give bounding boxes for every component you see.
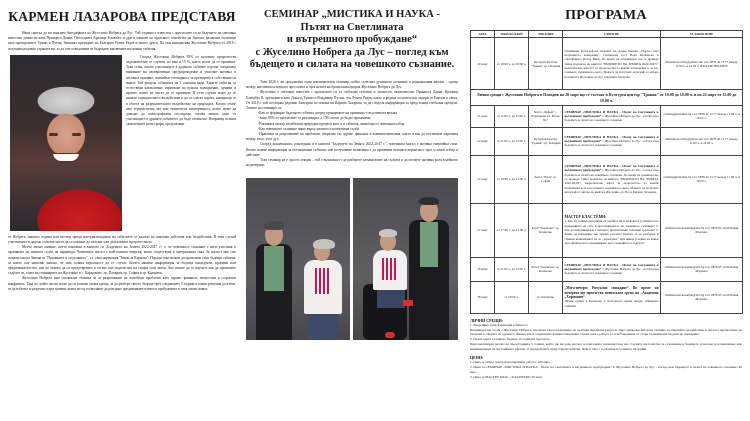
- seminar-topic: -Защо 85% от прогнозите се реализират, а 15% могат да бъдат променени: [258, 116, 371, 121]
- left-bottom-paragraph: Жуселино Нобрега има специална техника за за разрешаване на житейски проблеми като здраве, финанси, личностни и социални конфликти. Така че, който желае може да си запише лична среща, за да разбере своето бъдеще през следващите 5 години и какви решения да вземе, за да избегне и разреши стари травми, които не му позволяват да разгърне предизвикателствата в пробудените в своя личен живот.: [8, 276, 236, 291]
- cell-date: 27 март: [471, 203, 495, 257]
- event-title: МАСТЕР КЛАС ТЕМИ:: [564, 215, 607, 220]
- seminar-paragraph: Този семинар не е просто лекция – той е възможност да разберете механизмите на съдбата и да поемете активна роля в нейното моделиране.: [246, 158, 458, 168]
- portrait-eye: [72, 133, 81, 136]
- cell-location: Хотел "Казанлък" гр. Казанлък: [529, 257, 563, 281]
- cell-date: 22 март: [471, 127, 495, 155]
- seminar-topic: -Как човешкото съзнание пише върху личната и колективна съдба: [258, 126, 360, 131]
- photo-couple-seated: [353, 178, 458, 340]
- left-side-paragraph: Според Жуселино Нобрега 85% от неговите пророчества задължително се случват, но има и 15 %, които могат да се променят. Това става, когато участниците в даденото събитие отделят специално внимание на своевременно предупреждение и участват активно в неговата промяна, поемайки отговорност за промените в собствения си живот. Той разделя събитията на 2 основни вида. Едните събития са естествени катаклизми: изригване на вулкан, наводнение, цунами и прочие, които не могат да се променят. В тези случаи може да се намали отрицателното въздействие и да се спасят хората, намиращи се в обсега на разрушителното въздействие на природата. Когато обаче има терористичен акт или техническа неизправност, които може да доведат до катастрофални последици, тогава зависи само от участниците в драмата събитието да бъде отменено. Например всички самолетните катастрофи, предсказани: [126, 54, 236, 127]
- left-intro-paragraph: Няма смисъл да ви описвам биографията на Жуселино Нобрега да Лус. Той отдавна е известен с прогнозите си за бъдещето на световно известни личности като Принцеса Даяна, Последната Кралица Елизабет и други членове на кралското семейство на Англия, различни политици като президентите Тръмп и Путин, бившият президент на България Румен Радев и много други. По моя инициатива Жуселино Нобрега от 2018 г посещава редовно страната ни, за да сме осведомени за бъдещите изключително важни събития.: [8, 31, 236, 51]
- price-item: 1. Цена за лична среща или енергийна работа: 100 евро: [470, 360, 550, 365]
- seminar-description: [246, 80, 458, 168]
- table-row: [471, 203, 743, 257]
- cell-date: 21 март: [471, 105, 495, 127]
- col-header-event: СЪБИТИЕ: [563, 31, 661, 38]
- table-row: [471, 155, 743, 203]
- cell-location: Хотел „Орфей“ с. Караджово ул. Втора №7: [529, 105, 563, 127]
- event-text: с Жуселино Нобрега да Лус - поглед към бъдещето и силата на човешкото съзнание. По време на семинара ще се проведе тайна подписка на книгата "БЪДЕЩЕТО НА ЗЕМЯТА 2022-2047г", включително карта за пророчества за важни катаклизми и за по-големите държави на света. Можете да получите автограф от автора на книгата Жуселино да Лус и Кармен Лазарова.: [564, 168, 659, 194]
- program-title: ПРОГРАМА: [565, 8, 647, 23]
- event-title: „Мега-вечеря: Ритуално свиждане“ По време на вечерята ще присъства певческата група на „Академия „Хармония“.: [564, 286, 659, 300]
- cell-contact: carmen@globalnet.bg тел: 0878 42 13 77 между 11.00 ч. и 16.00 ч.: [661, 155, 743, 203]
- meetings-item: 1. Енергийна трансформация в бизнеса:: [470, 322, 528, 327]
- cell-date: 24 март: [471, 155, 495, 203]
- figure-woman-seated: [363, 228, 419, 340]
- cell-time: от 11:00 ч. до 15:00 ч.: [495, 105, 529, 127]
- event-title: СЕМИНАР „МИСТИКА И НАУКА - Пътят на Светлината и вътрешното пробуждане“: [564, 134, 659, 144]
- price-item: 2. Цена за СЕМИНАР „МИСТИКА И НАУКА - Пътят на Светлината и вътрешното пробуждане“ С Жуселино Нобрега да Лус – поглед към бъдещето и силата на човешкото съзнание: 40 евро: [470, 365, 742, 375]
- meetings-item: Персонализиран анализ на предстоящите 5 години, който ще ви даде насока за ключовите решения пред вас. Сесията ще помогне за осъзнаване в бъдещето и насоки за разрешаване или минимизиране на негативните ефекти от определените предстоящи събития. Освен това с тълкуване на ранните ситуации.: [470, 341, 742, 351]
- cell-contact: zhuslani.plovdiv@gmail.com тел: 0878 42 13 77 между 11.00 ч. и 16.00 ч.: [661, 127, 743, 155]
- portrait-eye: [49, 133, 58, 136]
- middle-column: [246, 0, 458, 340]
- cell-event: [563, 257, 661, 281]
- portrait-smile: [52, 153, 80, 162]
- left-bottom-paragraph: от Нобрега, няколко години или месеци преди материализацията на събитието се дължат на човешки действия или бездействия. В този случай участниците в дадено събитие могат да се откажат да пътуват или да изпълнят пророчеството.: [8, 234, 236, 245]
- portrait-photo: [10, 55, 122, 231]
- cell-contact: clubhorizont.kazanlak@abv.bg тел: 0878 95 14 66 Юлия Мърчева: [661, 281, 743, 313]
- seminar-title: [246, 9, 458, 72]
- table-notice-row: [471, 90, 743, 105]
- info-lists: [470, 318, 742, 380]
- cell-time: от 11:00 ч. до 15:00 ч.: [495, 127, 529, 155]
- cell-event: [563, 203, 661, 257]
- seminar-title-line: бъдещето и силата на човешкото съзнание.: [249, 59, 455, 71]
- event-text: 1. Как да развием интуиция си дарбите ни и изпреки в успешната на превенцията на себе и прогнозирането на човешкото съзнание? 2. Как да комуникираме с висшето предсказание съзнание и ангели? 3. Какво да направим, ако чуваме гласове? Кратко, за да разберем и сменим концепцията си за „зараждане“ при някои условия на извън тяло физическото преживяване чрез съзнанието в съдбата?: [564, 219, 659, 245]
- cell-event: [563, 155, 661, 203]
- seminar-title-line: СЕМИНАР „МИСТИКА И НАУКА -: [264, 9, 440, 20]
- seminar-topic: -Практики за разрешаване на проблеми, свързани със здраве, финанси и взаимоотношения, както и как да постигнем хармония между тяло, ум и дух.: [246, 132, 458, 142]
- seminar-topic: -Разликата между неизбежни природни процеси като и и събития, зависещи от човешкия избор: [258, 121, 405, 126]
- seminar-paragraph: Жуселино е световно известен с прогнозите си за глобални събития и личности, включително Принцеса Даяна, Кралица Елизабет II, президенти като Доналд Тръмп и Владимир Путин, ген. Румен Радев, както и редица политически лидери от Европа и света. От 2018 г. той посещава редовно България по покана на Кармен Лазарова, за да споделя информация за предстоящи глобални процеси. Темите на семинара са:: [246, 90, 458, 110]
- meetings-item: 2. Пътна карта за вашето бъдеще 15-годишна прогноза:: [470, 337, 550, 342]
- table-header-row: [471, 31, 743, 38]
- cell-location: Културен Център "Тракия" гр. Пловдив: [529, 38, 563, 90]
- price-item: 3. Цена за МАСТЕР КЛАС - КАЗАНЛЪК: 50 евро: [470, 374, 543, 379]
- seminar-topics-list: [246, 111, 458, 142]
- cell-time: от 17:00 ч. до 21:00 ч.: [495, 203, 529, 257]
- personal-meetings-notice: Лични срещи с Жуселино Нобрега в Пловдив на 20 март ще се състоят в Културен център "Тракия" от 10.00 до 18.00 ч. и на 22 март от 15.00 до 18.00 ч.: [471, 90, 743, 105]
- cell-date: 28 март: [471, 257, 495, 281]
- left-bottom: [8, 235, 236, 292]
- seminar-photos: [246, 178, 458, 340]
- meetings-item: Индивидуална сесия с Жуселино Нобрега, насочена към разрешаване на дълбоки житейски въпроси. Чрез уникална авторска техника за енергийно въздействие и чистота пречистване на блокажи в сферата на здравето, финансите и социалните взаимоотношения. Освен това е работа за освобождаване от стари травматични модели на поведение.: [470, 327, 742, 337]
- seminar-title-line: с Жуселино Нобрега да Лус – поглед към: [255, 46, 449, 58]
- cell-location: Хотел "Рила" гр. София: [529, 155, 563, 203]
- event-text: с Жуселино Нобрега да Лус - поглед към бъдещето и силата на човешкото съзнание.: [564, 139, 659, 148]
- cell-contact: zhuslani.plovdiv@gmail.com тел: 0878 42 13 77 между 11.00 ч. и 16.00 ч. ВХОД БЕЗПЛАТЕН: [661, 38, 743, 90]
- figure-woman: [300, 238, 346, 340]
- cell-location: гр. Казанлък: [529, 281, 563, 313]
- cell-time: от 11:00 ч. до 15:00 ч.: [495, 257, 529, 281]
- cell-event: [563, 127, 661, 155]
- seminar-title-line: Пътят на Светлината: [300, 21, 404, 33]
- prices-heading: ЦЕНИ:: [470, 355, 484, 361]
- seminar-paragraph: Тази 2026 г. ви предлагаме един изключителен семинар, който съчетава духовното познание и рационалния анализ – среща между мистиката и науката чрез опита и прогнозите на бразилския пророк Жуселино Нобрега да Лус.: [246, 79, 458, 90]
- seminar-topic: -Как се формират бъдещите събития според принципите на причинно-следствената връзка: [258, 111, 397, 116]
- cell-event: Откриване фотографска изложба на Донка Кирова „Портал към вътрешното измерение“. Специален гост Валя Балканска и саксофонист Петър Вион. По време на откриването ще се проведе тайна подписка на книгата "БЪДЕЩЕТО НА ЗЕМЯТА 2022-2047г" включително картата за пророчества за важни катаклизми и за по-големите държави на света. Можете да получите автограф от автора на книгата Жуселино да Лус и Кармен Лазарова.: [563, 38, 661, 90]
- col-header-date: ДАТА: [471, 31, 495, 38]
- event-text: Лични срещи в Казанлък в свободното време между обявените събития.: [564, 299, 659, 308]
- cell-date: 28 март: [471, 281, 495, 313]
- seminar-paragraph: Според концепцията, разгледана и в книгата "Бъдещето на Земята 2022–2047 г.", човешката мисъл е активна енергийна сила. Когато имаме информация за потенциални събития, ние получаваме възможност да променим неговата вероятност чрез осъзнат избор и действие.: [246, 142, 458, 157]
- cell-date: 20 март: [471, 38, 495, 90]
- event-title: СЕМИНАР „МИСТИКА И НАУКА - Пътят на Светлината и вътрешното пробуждане“: [564, 109, 659, 119]
- seminar-title-line: и вътрешното пробуждане“: [286, 34, 418, 46]
- cell-contact: carmen@globalnet.bg тел: 0878 42 13 77 между 11.00 ч. и 16.00 ч.: [661, 105, 743, 127]
- photo-couple-standing: [246, 178, 350, 340]
- col-header-time: НАЧАЛО-КРАЙ: [495, 31, 529, 38]
- right-column: [470, 0, 742, 380]
- table-row: [471, 281, 743, 313]
- left-bottom-paragraph: Моето лично мнение, което изказвам в книгата си „Бъдещето на Земята 2022-2047 г.“ е, че човешкото съзнание с неги участник в промяната на личната съдба на индивида. Човешката мисъл е най-силната енергия, която съществува в материалния свят. За жалост ние сме подвластни на Закона за "Причината и следствието", т.е. така наречения "Закон за Кармата". Поради това можем да променим само бъдещи събития, за които сме напълно наясно, че има голяма вероятност да се случат. Когато нямаме информация за бъдещи инциденти, промени или предизвикателства, ние не можем да ги предотвратим и тогава сме подвластни на същия този закон. Ако искате да се научите как да промените съдбата си, елате на семинарите на Жуселино в с. Караджово, гр. Пловдив, гр. София и гр. Казанлък.: [8, 245, 236, 276]
- left-body: [8, 55, 236, 235]
- table-row: [471, 127, 743, 155]
- cell-event: [563, 281, 661, 313]
- cell-contact: clubhorizont.kazanlak@abv.bg тел: 0878 95 14 66 Юлия Мърчева: [661, 257, 743, 281]
- col-header-location: ЛОКАЦИЯ: [529, 31, 563, 38]
- meetings-heading: ЛИЧНИ СРЕЩИ:: [470, 317, 504, 323]
- table-row: [471, 38, 743, 90]
- cell-location: Културен Център "Тракия", гр. Пловдив: [529, 127, 563, 155]
- cell-location: Клуб "Хоризонт" гр. Казанлък: [529, 203, 563, 257]
- cell-contact: clubhorizont.kazanlak@abv.bg тел: 0878 95 14 66 Юлия Мърчева: [661, 203, 743, 257]
- left-column: [8, 0, 236, 292]
- event-text: с Жуселино Нобрега да Лус - поглед към бъдещето и силата на човешкото съзнание.: [564, 114, 659, 123]
- table-row: [471, 105, 743, 127]
- figure-man: [250, 218, 298, 340]
- program-table: [470, 30, 743, 314]
- cell-event: [563, 105, 661, 127]
- event-title: СЕМИНАР „МИСТИКА И НАУКА - Пътят на Светлината и вътрешното пробуждане“: [564, 164, 659, 173]
- event-text: С Жуселино Нобрега да Лус - поглед към бъдещето и силата на човешкото съзнание.: [564, 267, 659, 276]
- table-row: [471, 257, 743, 281]
- event-title: СЕМИНАР „МИСТИКА И НАУКА - Пътят на Светлината и вътрешното пробуждане“: [564, 262, 659, 272]
- cell-time: от 18:30 ч. до 21:00 ч.: [495, 155, 529, 203]
- cell-time: от 18:00 ч. до 20:00 ч.: [495, 38, 529, 90]
- cell-time: от 19:00 ч.: [495, 281, 529, 313]
- left-title: КАРМЕН ЛАЗАРОВА ПРЕДСТАВЯ: [8, 9, 236, 24]
- col-header-contact: ЗА ЗАПИСВАНЕ: [661, 31, 743, 38]
